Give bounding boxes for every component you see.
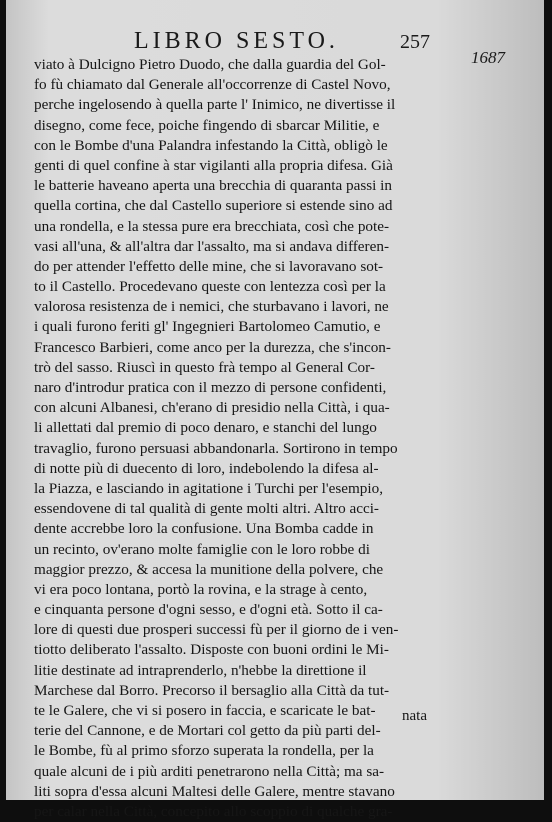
book-page: [6, 0, 544, 820]
text-line: e cinquanta persone d'ogni sesso, e d'ogni età. Sotto il ca-: [34, 601, 383, 619]
text-line: per calar nella Città, concepito allo scoppio di qualche gra-: [34, 802, 393, 820]
text-line: i quali furono feriti gl' Ingegnieri Bartolomeo Camutio, e: [34, 318, 381, 336]
text-line: quale alcuni de i più arditi penetrarono nella Città; ma sa-: [34, 762, 385, 780]
text-line: le batterie haveano aperta una brecchia di quaranta passi in: [34, 177, 392, 195]
text-line: perche ingelosendo à quella parte l' Inimico, ne divertisse il: [34, 96, 396, 114]
text-line: un recinto, ov'erano molte famiglie con le loro robbe di: [34, 540, 370, 558]
text-line: liti sopra d'essa alcuni Maltesi delle Galere, mentre stavano: [34, 782, 395, 800]
text-line: lore di questi due prosperi successi fù per il giorno de i ven-: [34, 621, 399, 639]
text-line: la Piazza, e lasciando in agitatione i Turchi per l'esempio,: [34, 479, 384, 497]
text-line: do per attender l'effetto delle mine, che si lavoravano sot-: [34, 257, 384, 275]
text-line: li allettati dal premio di poco denaro, e stanchi del lungo: [34, 419, 377, 437]
margin-year-note: 1687: [471, 48, 505, 67]
text-line: una rondella, e la stessa pure era brecchiata, così che pote-: [34, 217, 390, 235]
page-number: 257: [400, 31, 430, 53]
body-text-block: [34, 55, 468, 822]
text-line: vi era poco lontana, portò la rovina, e la strage à cento,: [34, 580, 368, 598]
text-line: valorosa resistenza de i nemici, che sturbavano i lavori, ne: [34, 298, 389, 316]
text-line: Marchese dal Borro. Precorso il bersaglio alla Città da tut-: [34, 681, 390, 699]
text-line: trò del sasso. Riuscì in questo frà tempo al General Cor-: [34, 358, 375, 376]
text-line: disegno, come fece, poiche fingendo di sbarcar Militie, e: [34, 116, 380, 134]
text-line: con le Bombe d'una Palandra infestando la Città, obligò le: [34, 136, 388, 154]
text-line: quella cortina, che dal Castello superiore si estende sino ad: [34, 197, 393, 215]
chapter-title: LIBRO SESTO.: [134, 28, 339, 54]
text-line: naro d'introdur pratica con il mezzo di persone confidenti,: [34, 379, 387, 396]
text-line: dente accrebbe loro la confusione. Una Bomba cadde in: [34, 520, 374, 538]
text-line: travaglio, furono persuasi abbandonarla. Sortirono in tempo: [34, 439, 398, 457]
text-line: con alcuni Albanesi, ch'erano di presidio nella Città, i qua-: [34, 399, 390, 417]
text-line: litie destinate ad intraprenderlo, n'hebbe la direttione il: [34, 661, 367, 679]
text-line: tiotto deliberato l'assalto. Disposte con buoni ordini le Mi-: [34, 641, 389, 659]
text-line: genti di quel confine à star vigilanti alla propria difesa. Già: [34, 156, 393, 174]
text-line: viato à Dulcigno Pietro Duodo, che dalla guardia del Gol-: [34, 56, 386, 73]
catchword: nata: [402, 708, 427, 724]
text-line: vasi all'una, & all'altra dar l'assalto, ma si andava differen-: [34, 237, 390, 255]
text-line: te le Galere, che vi si posero in faccia, e scaricate le bat-: [34, 702, 376, 719]
text-line: Francesco Barbieri, come anco per la durezza, che s'incon-: [34, 338, 391, 356]
text-line: le Bombe, fù al primo sforzo superata la rondella, per la: [34, 742, 374, 760]
text-line: essendovene di tal qualità di gente molti altri. Altro acci-: [34, 500, 379, 518]
text-line: fo fù chiamato dal Generale all'occorrenze di Castel Novo,: [34, 76, 391, 94]
text-line: di notte più di duecento di loro, indebolendo la difesa al-: [34, 459, 379, 477]
text-line: terie del Cannone, e de Mortari col getto da più parti del-: [34, 722, 381, 740]
text-line: to il Castello. Procedevano queste con lentezza così per la: [34, 278, 386, 296]
text-line: maggior prezzo, & accesa la munitione della polvere, che: [34, 560, 384, 578]
